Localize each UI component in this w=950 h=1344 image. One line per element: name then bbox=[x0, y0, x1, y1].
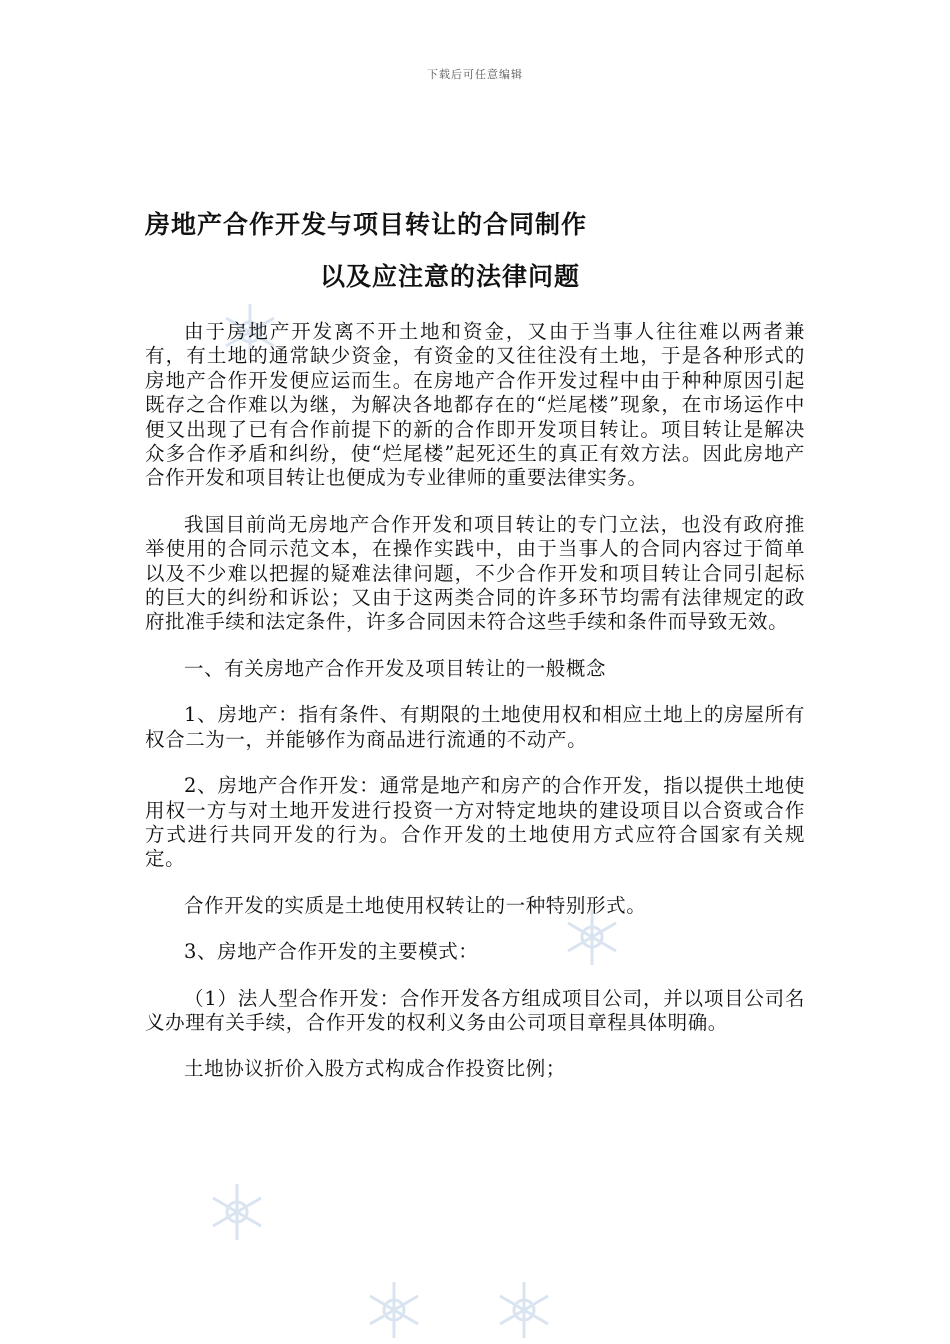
paragraph-definition-real-estate: 1、房地产：指有条件、有期限的土地使用权和相应土地上的房屋所有权合二为一，并能够作为商品进行流通的不动产。 bbox=[145, 703, 805, 751]
paragraph-essence: 合作开发的实质是土地使用权转让的一种特别形式。 bbox=[184, 893, 647, 917]
paragraph-intro: 由于房地产开发离不开土地和资金，又由于当事人往往难以两者兼有，有土地的通常缺少资金，有资金的又往往没有土地，于是各种形式的房地产合作开发便应运而生。在房地产合作开发过程中由于种种原因引起既存之合作难以为继，为解决各地都存在的“烂尾楼”现象，在市场运作中便又出现了已有合作前提下的新的合作即开发项目转让。项目转让是解决众多合作矛盾和纠纷，使“烂尾楼”起死还生的真正有效方法。因此房地产合作开发和项目转让也便成为专业律师的重要法律实务。 bbox=[145, 320, 805, 490]
paragraph-background: 我国目前尚无房地产合作开发和项目转让的专门立法，也没有政府推举使用的合同示范文本，在操作实践中，由于当事人的合同内容过于简单以及不少难以把握的疑难法律问题，不少合作开发和项目转让合同引起标的巨大的纠纷和诉讼；又由于这两类合同的许多环节均需有法律规定的政府批准手续和法定条件，许多合同因未符合这些手续和条件而导致无效。 bbox=[145, 512, 805, 634]
document-title-line-2: 以及应注意的法律问题 bbox=[320, 262, 581, 291]
section-heading-1: 一、有关房地产合作开发及项目转让的一般概念 bbox=[184, 656, 607, 680]
paragraph-land-valuation: 土地协议折价入股方式构成合作投资比例； bbox=[184, 1057, 566, 1081]
paragraph-definition-cooperative-development: 2、房地产合作开发：通常是地产和房产的合作开发，指以提供土地使用权一方与对土地开发进行投资一方对特定地块的建设项目以合资或合作方式进行共同开发的行为。合作开发的土地使用方式应符合国家有关规定。 bbox=[145, 774, 805, 871]
snowflake-watermark-icon bbox=[362, 1278, 426, 1342]
snowflake-watermark-icon bbox=[205, 1180, 269, 1244]
header-note: 下载后可任意编辑 bbox=[427, 68, 523, 81]
paragraph-mode-legal-entity: （1）法人型合作开发：合作开发各方组成项目公司，并以项目公司名义办理有关手续，合作开发的权利义务由公司项目章程具体明确。 bbox=[145, 986, 805, 1034]
document-title-line-1: 房地产合作开发与项目转让的合同制作 bbox=[145, 210, 588, 239]
paragraph-modes-heading: 3、房地产合作开发的主要模式： bbox=[184, 940, 479, 964]
document-body bbox=[145, 320, 805, 1104]
snowflake-watermark-icon bbox=[492, 1278, 556, 1342]
